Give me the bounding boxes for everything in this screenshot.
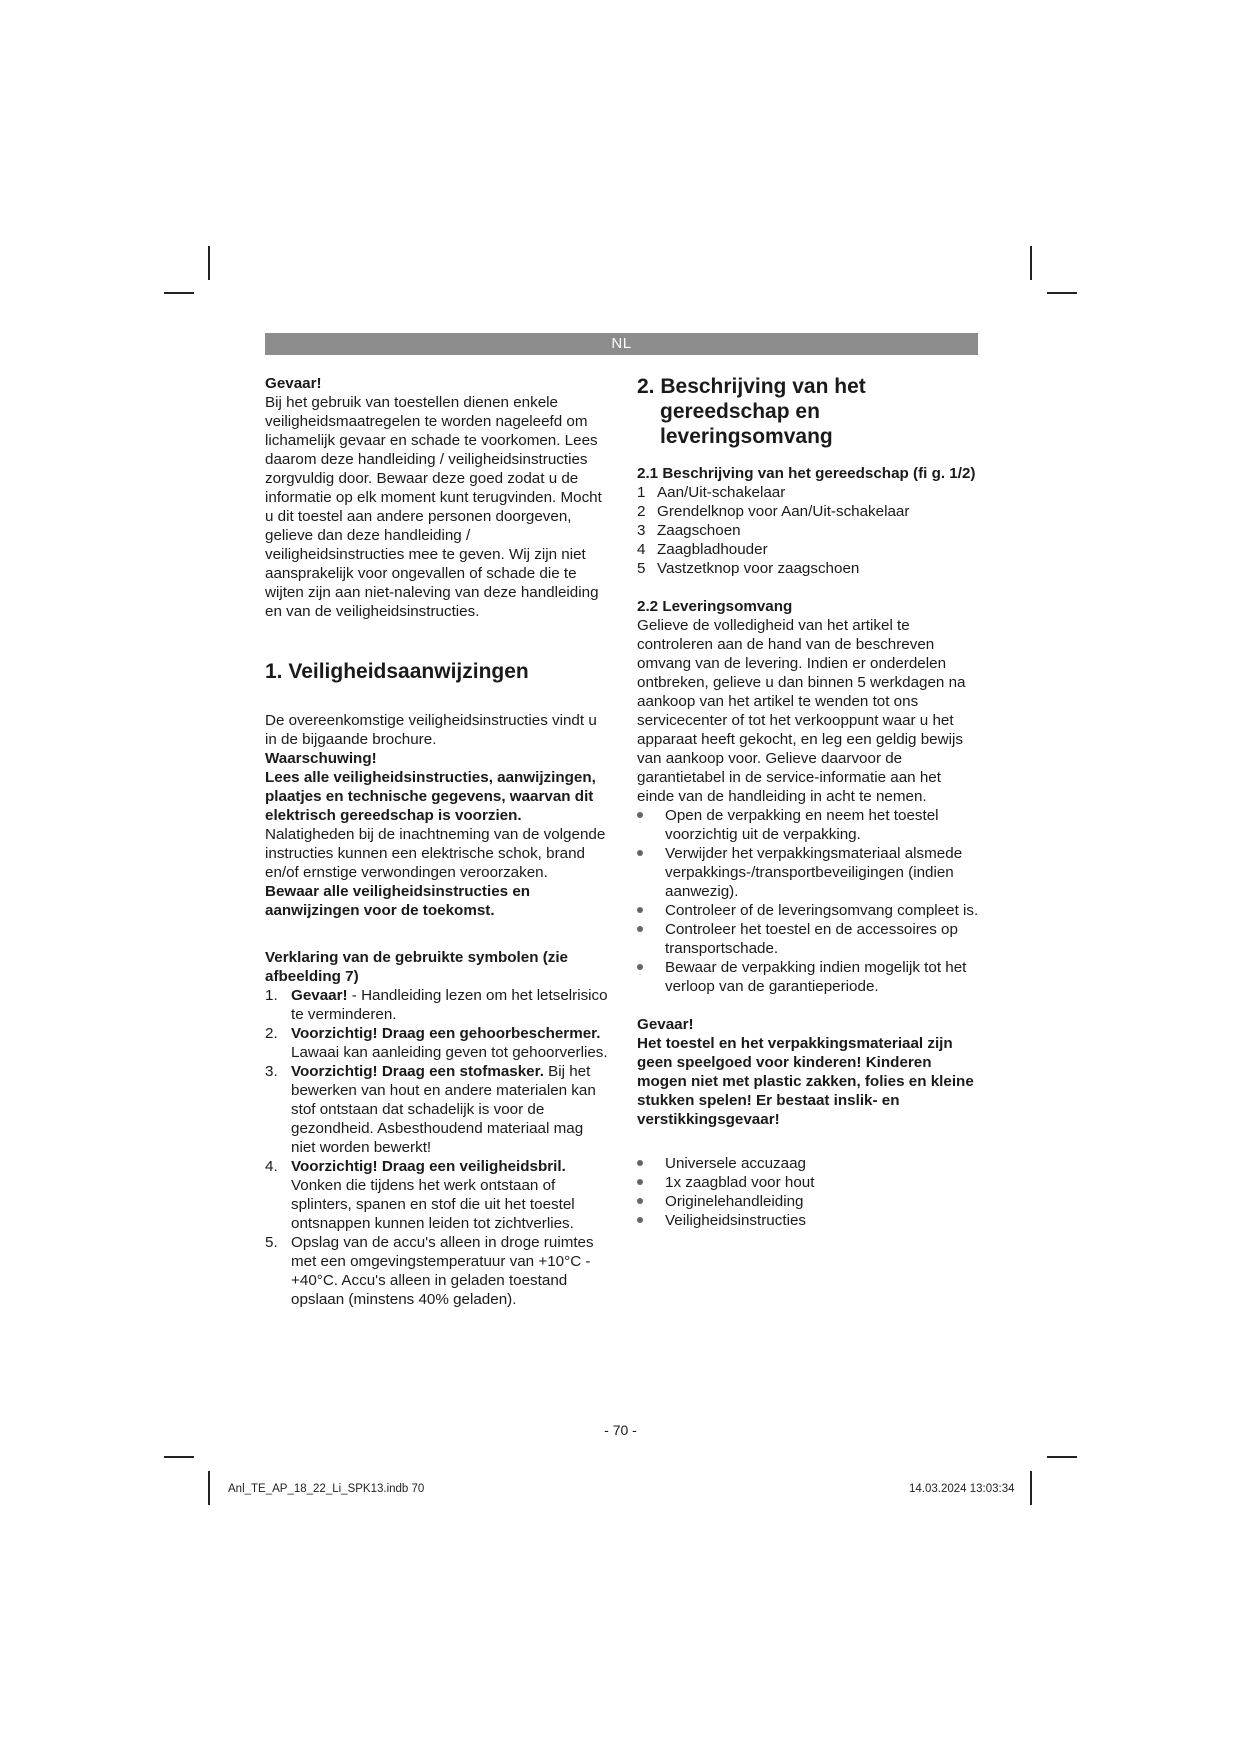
crop-mark-top-left-vertical — [208, 246, 210, 280]
bullet-icon — [637, 1160, 643, 1166]
warning-title: Waarschuwing! — [265, 750, 377, 767]
footer-datetime: 14.03.2024 13:03:34 — [909, 1483, 1015, 1495]
crop-mark-top-right-vertical — [1030, 246, 1032, 280]
warning-bold-text: Lees alle veiligheidsinstructies, aanwijzingen, plaatjes en technische gegevens, waarvan dit elektrisch gereedschap is voorzien. — [265, 769, 596, 824]
page-number: - 70 - — [604, 1422, 637, 1438]
list-item: 2. Voorzichtig! Draag een gehoorbeschermer. Lawaai kan aanleiding geven tot gehoorverlies. — [265, 1025, 608, 1061]
list-item: Verwijder het verpakkingsmateriaal alsmede verpakkings-/transportbeveiligingen (indien aanwezig). — [637, 844, 982, 901]
list-item: 1x zaagblad voor hout — [637, 1173, 982, 1192]
list-item: Veiligheidsinstructies — [637, 1211, 982, 1230]
child-danger-text: Het toestel en het verpakkingsmateriaal zijn geen speelgoed voor kinderen! Kinderen mogen niet met plastic zakken, folies en kleine stukken spelen! Er bestaat inslik- en verstikkingsgevaar! — [637, 1035, 974, 1128]
bullet-icon — [637, 926, 643, 932]
section-2-title: 2. Beschrijving van het gereedschap en leveringsomvang — [637, 375, 866, 448]
list-item: Universele accuzaag — [637, 1154, 982, 1173]
list-item: Controleer of de leveringsomvang compleet is. — [637, 901, 982, 920]
crop-mark-bottom-right-horizontal — [1047, 1456, 1077, 1458]
list-item: Originelehandleiding — [637, 1192, 982, 1211]
list-item: 2 Grendelknop voor Aan/Uit-schakelaar — [637, 503, 910, 520]
crop-mark-top-right-horizontal — [1047, 292, 1077, 294]
danger-text: Bij het gebruik van toestellen dienen enkele veiligheidsmaatregelen te worden nageleefd om lichamelijk gevaar en schade te voorkomen. Lees daarom deze handleiding / veiligheidsinstructies zorgvuldig door. Bewaar deze goed zodat u de informatie op elk moment kunt terugvinden. Mocht u dit toestel aan andere personen doorgeven, gelieve dan deze handleiding / veiligheidsinstructies mee te geven. Wij zijn niet aansprakelijk voor ongevallen of schade die te wijten zijn aan niet-naleving van deze handleiding en van de veiligheidsinstructies. — [265, 394, 602, 620]
crop-mark-bottom-left-vertical — [208, 1471, 210, 1505]
language-code: NL — [611, 335, 632, 352]
list-item: 5 Vastzetknop voor zaagschoen — [637, 560, 860, 577]
scope-of-delivery-list — [637, 1154, 982, 1230]
section-1-title: 1. Veiligheidsaanwijzingen — [265, 660, 529, 683]
child-danger-title: Gevaar! — [637, 1016, 694, 1033]
safety-intro: De overeenkomstige veiligheidsinstructies vindt u in de bijgaande brochure. — [265, 712, 597, 748]
bullet-icon — [637, 1198, 643, 1204]
bullet-icon — [637, 907, 643, 913]
scope-text: Gelieve de volledigheid van het artikel te controleren aan de hand van de beschreven omvang van de levering. Indien er onderdelen ontbreken, gelieve u dan binnen 5 werkdagen na aankoop van het artikel te wenden tot ons servicecenter of tot het verkooppunt waar u het apparaat heeft gekocht, en leg een geldig bewijs van aankoop voor. Gelieve daarvoor de garantietabel in de service-informatie aan het einde van de handleiding in acht te nemen. — [637, 617, 966, 805]
list-item: 1 Aan/Uit-schakelaar — [637, 484, 786, 501]
list-item: Bewaar de verpakking indien mogelijk tot het verloop van de garantieperiode. — [637, 958, 982, 996]
warning-text: Nalatigheden bij de inachtneming van de volgende instructies kunnen een elektrische schok, brand en/of ernstige verwondingen veroorzaken. — [265, 826, 606, 881]
list-item: 3. Voorzichtig! Draag een stofmasker. Bij het bewerken van hout en andere materialen kan stof ontstaan dat schadelijk is voor de gezondheid. Asbesthoudend materiaal mag niet worden bewerkt! — [265, 1063, 596, 1156]
bullet-icon — [637, 964, 643, 970]
list-item: 3 Zaagschoen — [637, 522, 741, 539]
section-2-2-title: 2.2 Leveringsomvang — [637, 598, 793, 615]
crop-mark-bottom-left-horizontal — [164, 1456, 194, 1458]
list-item: 4 Zaagbladhouder — [637, 541, 768, 558]
bullet-icon — [637, 812, 643, 818]
symbols-list — [265, 986, 610, 1309]
bullet-icon — [637, 1179, 643, 1185]
danger-title: Gevaar! — [265, 375, 322, 392]
left-column — [265, 374, 610, 1309]
language-header-bar — [265, 333, 978, 355]
list-item: 1. Gevaar! - Handleiding lezen om het letselrisico te verminderen. — [265, 987, 608, 1023]
parts-list — [637, 483, 982, 578]
footer-filename: Anl_TE_AP_18_22_Li_SPK13.indb 70 — [228, 1483, 425, 1495]
bullet-icon — [637, 1217, 643, 1223]
keep-instructions-text: Bewaar alle veiligheidsinstructies en aanwijzingen voor de toekomst. — [265, 883, 531, 919]
section-2-1-title: 2.1 Beschrijving van het gereedschap (fi g. 1/2) — [637, 465, 976, 482]
crop-mark-bottom-right-vertical — [1030, 1471, 1032, 1505]
bullet-icon — [637, 850, 643, 856]
list-item: 5. Opslag van de accu's alleen in droge ruimtes met een omgevingstemperatuur van +10°C - +40°C. Accu's alleen in geladen toestand opslaan (minstens 40% geladen). — [265, 1234, 594, 1308]
list-item: 4. Voorzichtig! Draag een veiligheidsbril. Vonken die tijdens het werk ontstaan of splinters, spanen en stof die uit het toestel ontsnappen kunnen leiden tot zichtverlies. — [265, 1158, 575, 1232]
crop-mark-top-left-horizontal — [164, 292, 194, 294]
symbols-title: Verklaring van de gebruikte symbolen (zie afbeelding 7) — [265, 949, 569, 985]
unpacking-steps-list — [637, 806, 982, 996]
list-item: Open de verpakking en neem het toestel voorzichtig uit de verpakking. — [637, 806, 982, 844]
right-column — [637, 374, 982, 1230]
list-item: Controleer het toestel en de accessoires op transportschade. — [637, 920, 982, 958]
